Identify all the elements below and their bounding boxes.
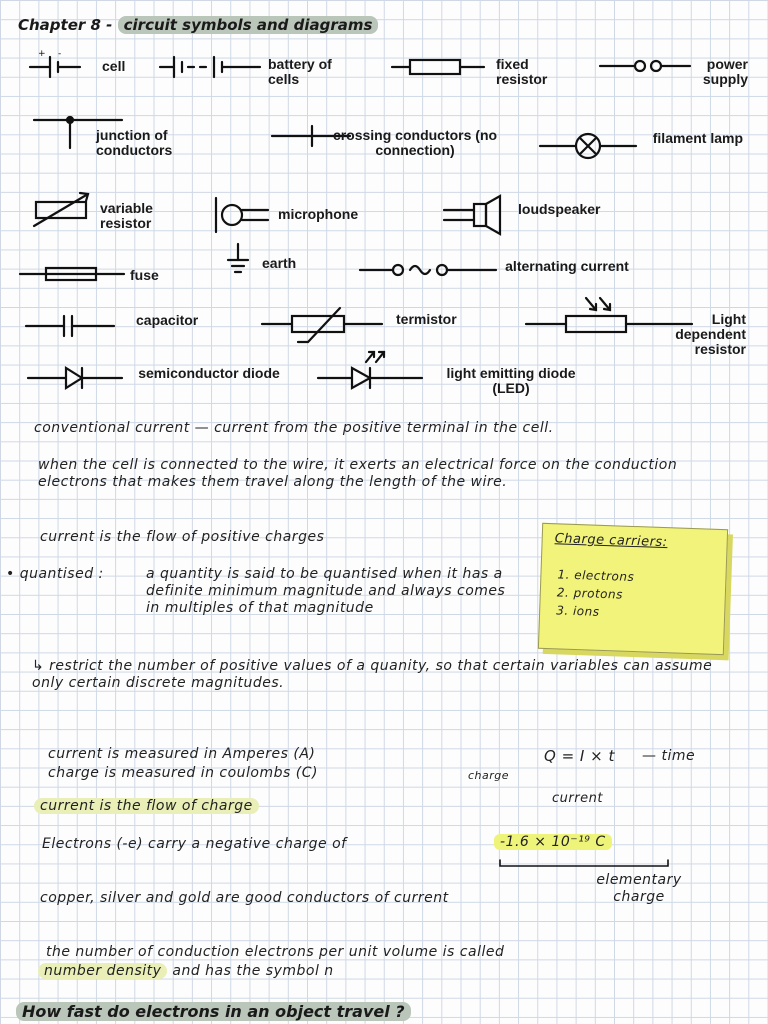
note-number-density-1: the number of conduction electrons per unit volume is called: [46, 944, 505, 960]
variable-resistor-icon: [34, 190, 94, 230]
label-earth: earth: [262, 255, 297, 271]
note-number-density-2: [38, 963, 334, 980]
electron-charge-highlight: -1.6 × 10⁻¹⁹ C: [494, 834, 612, 850]
electron-charge-value: [494, 834, 612, 851]
label-fixed-resistor: fixed resistor: [496, 56, 548, 87]
note-electrons: Electrons (-e) carry a negative charge of: [42, 836, 347, 852]
note-current-positive: current is the flow of positive charges: [40, 529, 325, 545]
number-density-highlight: number density: [38, 963, 167, 979]
note-quantised-definition: a quantity is said to be quantised when it has a definite minimum magnitude and always comes in multiples of that magnitude: [146, 566, 506, 616]
filament-lamp-icon: [540, 132, 640, 162]
formula-q-it: Q = I × t: [544, 747, 615, 765]
flow-of-charge-highlight: current is the flow of charge: [34, 798, 259, 814]
label-fuse: fuse: [130, 267, 159, 283]
label-loudspeaker: loudspeaker: [518, 201, 601, 217]
question-text: How fast do electrons in an object travel ?: [16, 1002, 411, 1021]
fuse-icon: [20, 262, 130, 286]
power-supply-icon: [600, 56, 690, 76]
note-charge-measured: charge is measured in coulombs (C): [48, 765, 318, 781]
label-power-supply: power supply: [702, 56, 748, 87]
chapter-number: Chapter 8 -: [18, 16, 113, 34]
formula-charge-label: charge: [468, 769, 510, 782]
label-junction: junction of conductors: [96, 127, 173, 158]
loudspeaker-icon: [444, 194, 514, 234]
label-crossing: crossing conductors (no connection): [332, 127, 498, 158]
label-diode: semiconductor diode: [138, 365, 280, 381]
elementary-brace-icon: [498, 858, 678, 872]
card-item: 1. electrons: [557, 567, 635, 585]
battery-symbol-icon: [160, 52, 270, 82]
capacitor-icon: [26, 312, 126, 342]
chapter-title: [18, 16, 378, 34]
fixed-resistor-icon: [392, 52, 492, 82]
label-cell: cell: [102, 58, 126, 74]
svg-text:+: +: [38, 49, 46, 59]
label-variable-resistor: variable resistor: [100, 200, 153, 231]
label-filament-lamp: filament lamp: [652, 130, 743, 146]
charge-carriers-card: [538, 523, 728, 655]
card-item: 2. protons: [556, 585, 624, 602]
earth-icon: [226, 244, 256, 280]
microphone-icon: [212, 196, 272, 236]
note-restrict: ↳ restrict the number of positive values of a quanity, so that certain variables can assume only certain discrete magnitudes.: [32, 658, 713, 691]
note-conventional-current: conventional current — current from the positive terminal in the cell.: [34, 420, 554, 436]
card-item: 3. ions: [555, 603, 600, 619]
note-flow-of-charge: [34, 798, 259, 815]
ac-icon: [360, 260, 500, 280]
note-quantised-label: • quantised :: [6, 566, 104, 582]
label-thermistor: termistor: [396, 311, 457, 327]
note-cell-connected: when the cell is connected to the wire, it exerts an electrical force on the conduction electrons that makes them travel along the length of the wire.: [38, 457, 678, 490]
number-density-symbol-text: and has the symbol n: [172, 963, 334, 979]
cell-symbol-icon: [30, 49, 90, 82]
note-elementary-charge: elementary charge: [596, 872, 682, 905]
svg-text:-: -: [58, 49, 62, 59]
diode-icon: [28, 364, 128, 394]
label-battery: battery of cells: [268, 56, 332, 87]
formula-time-label: — time: [642, 748, 696, 764]
label-led: light emitting diode (LED): [446, 365, 576, 396]
thermistor-icon: [262, 302, 392, 346]
label-microphone: microphone: [278, 206, 359, 222]
note-conductors: copper, silver and gold are good conductors of current: [40, 890, 449, 906]
label-ac: alternating current: [505, 258, 629, 274]
label-capacitor: capacitor: [136, 312, 199, 328]
question-heading: [16, 1002, 411, 1021]
card-title: Charge carriers:: [554, 531, 668, 551]
note-current-measured: current is measured in Amperes (A): [48, 746, 316, 762]
label-ldr: Light dependent resistor: [675, 311, 746, 357]
led-icon: [318, 348, 428, 398]
chapter-topic: circuit symbols and diagrams: [118, 16, 379, 34]
formula-current-label: current: [552, 791, 603, 806]
